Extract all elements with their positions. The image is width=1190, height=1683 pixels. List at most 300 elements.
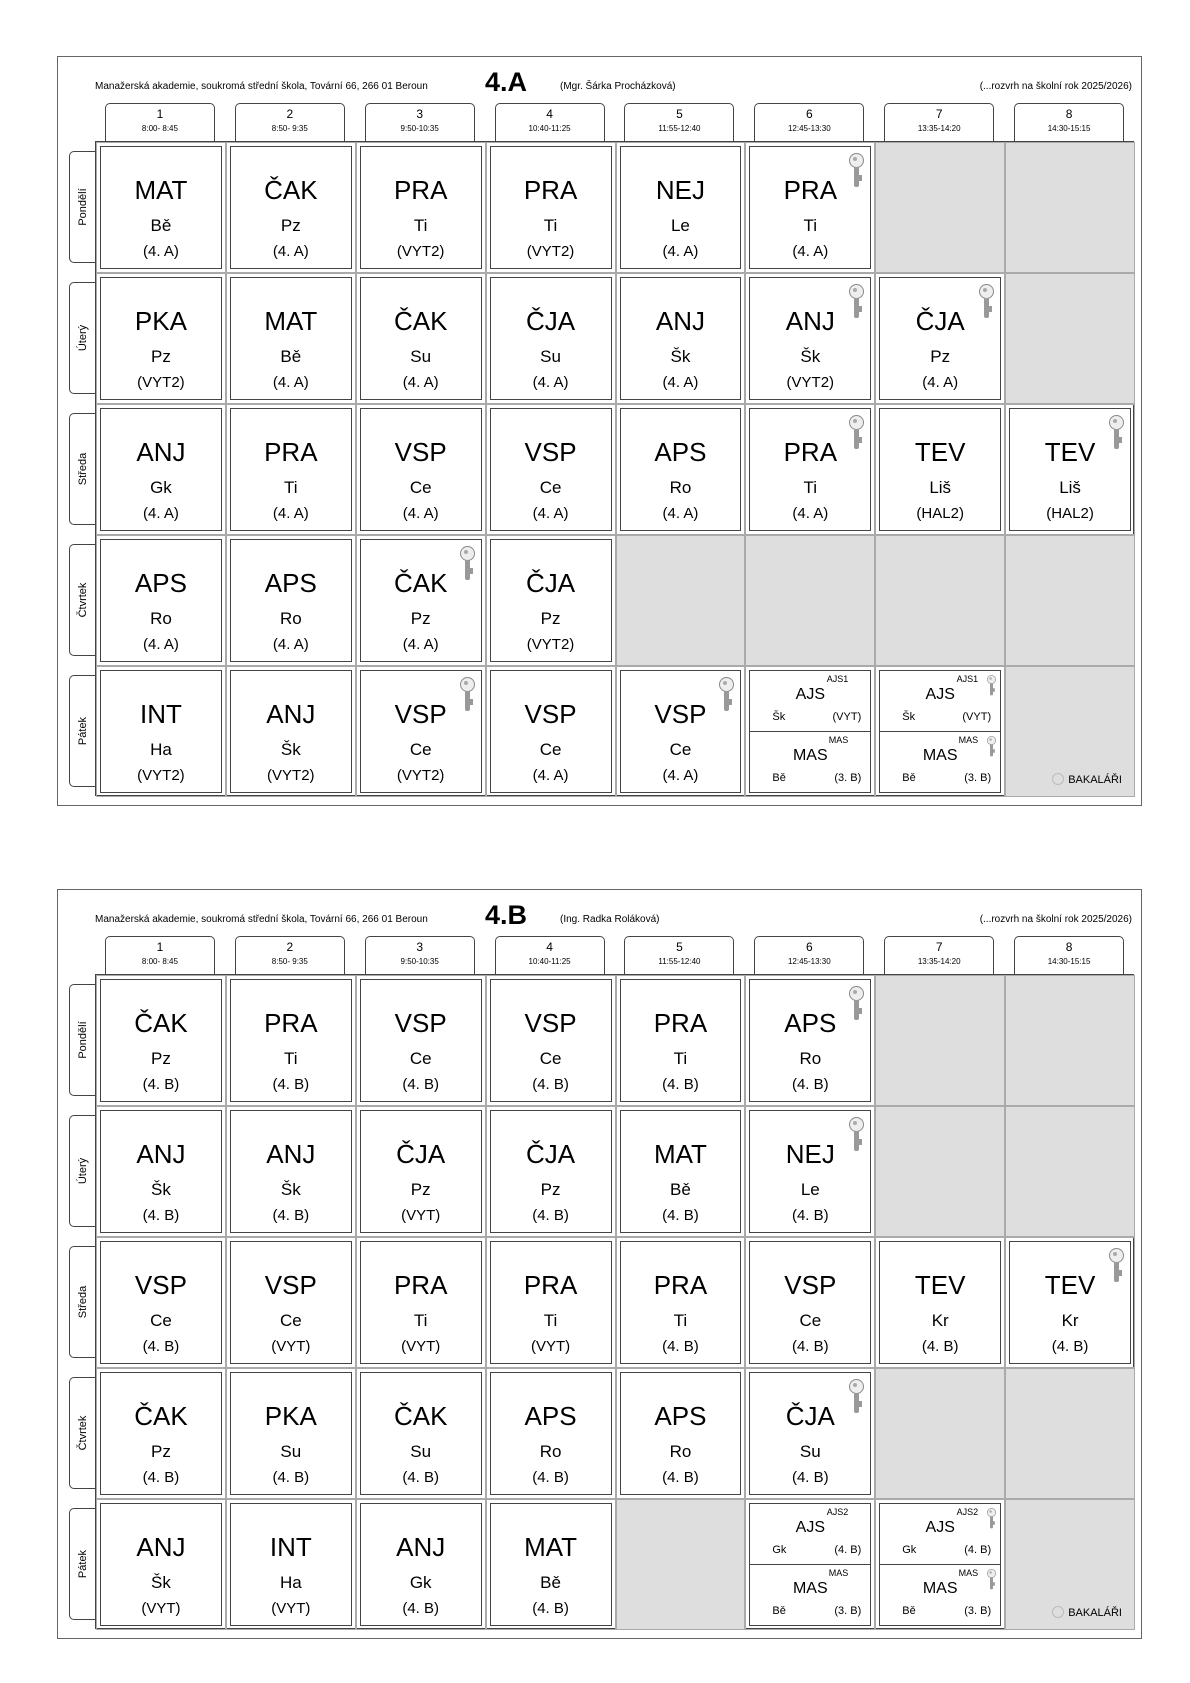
lesson-card[interactable]	[100, 408, 222, 531]
lesson-cell[interactable]	[96, 404, 226, 535]
room-code: (4. A)	[402, 374, 439, 391]
lesson-cell[interactable]	[226, 975, 356, 1106]
day-label: Čtvrtek	[76, 1415, 89, 1451]
teacher-code: Pz	[151, 347, 171, 366]
period-number: 6	[805, 107, 813, 121]
subject-code: PRA	[393, 1270, 448, 1300]
subject-code: VSP	[134, 1270, 187, 1300]
teacher-code: Šk	[902, 711, 916, 723]
class-teacher: (Ing. Radka Roláková)	[560, 914, 660, 925]
empty-slot	[616, 1499, 746, 1630]
room-code: (4. B)	[142, 1469, 180, 1486]
teacher-code: Su	[540, 347, 561, 366]
lesson-cell[interactable]	[616, 1237, 746, 1368]
room-code: (4. A)	[272, 636, 309, 653]
split-lesson-cell[interactable]	[745, 666, 875, 797]
group-name: AJS2	[956, 1507, 979, 1517]
lesson-cell[interactable]	[356, 273, 486, 404]
lesson-cell[interactable]	[486, 535, 616, 666]
lesson-card[interactable]	[620, 670, 742, 793]
lesson-card[interactable]	[100, 1372, 222, 1495]
period-header-4	[495, 936, 605, 974]
day-tab-5	[69, 675, 95, 787]
lesson-card[interactable]	[490, 539, 612, 662]
key-blade	[854, 1000, 859, 1020]
subject-code: TEV	[914, 1270, 966, 1300]
split-lesson-cell[interactable]	[875, 666, 1005, 797]
period-time: 8:50- 9:35	[271, 124, 308, 133]
school-name: Manažerská akademie, soukromá střední škola, Tovární 66, 266 01 Beroun	[95, 914, 428, 925]
day-tab-5	[69, 1508, 95, 1620]
key-blade	[854, 1393, 859, 1413]
key-bow	[460, 677, 475, 692]
lesson-cell[interactable]	[616, 975, 746, 1106]
lesson-cell[interactable]	[356, 142, 486, 273]
key-icon	[987, 736, 996, 758]
room-code: (4. B)	[662, 1207, 699, 1224]
lesson-card[interactable]	[749, 146, 871, 269]
room-code: (4. B)	[791, 1076, 829, 1093]
teacher-code: Ro	[279, 609, 302, 628]
lesson-card[interactable]	[230, 1372, 352, 1495]
subject-code: PKA	[264, 1401, 317, 1431]
lesson-cell[interactable]	[356, 666, 486, 797]
group-lesson[interactable]	[880, 1565, 1000, 1626]
lesson-card[interactable]	[360, 1110, 482, 1233]
room-code: (4. A)	[143, 243, 179, 260]
teacher-code: Ro	[150, 609, 172, 628]
key-blade	[990, 1577, 993, 1589]
group-lesson[interactable]	[750, 1565, 870, 1626]
teacher-code: Ti	[803, 216, 818, 235]
key-icon	[987, 675, 996, 697]
room-code: (3. B)	[964, 771, 992, 784]
teacher-code: Ce	[409, 740, 432, 759]
lesson-cell[interactable]	[226, 535, 356, 666]
lesson-cell[interactable]	[875, 404, 1005, 535]
lesson-card[interactable]	[620, 277, 742, 400]
lesson-cell[interactable]	[616, 1106, 746, 1237]
lesson-card[interactable]	[490, 408, 612, 531]
subject-code: ČJA	[526, 1139, 576, 1169]
day-label: Pondělí	[76, 1021, 89, 1059]
key-icon	[987, 1508, 996, 1530]
class-teacher: (Mgr. Šárka Procházková)	[560, 81, 676, 92]
key-icon	[460, 546, 475, 582]
teacher-code: Pz	[151, 1049, 171, 1068]
teacher-code: Bě	[902, 1604, 916, 1617]
teacher-code: Bě	[902, 771, 916, 784]
lesson-card[interactable]	[490, 1372, 612, 1495]
lesson-cell[interactable]	[875, 1237, 1005, 1368]
lesson-card[interactable]	[100, 539, 222, 662]
subject-code: ANJ	[136, 1532, 186, 1562]
lesson-cell[interactable]	[745, 273, 875, 404]
school-name: Manažerská akademie, soukromá střední škola, Tovární 66, 266 01 Beroun	[95, 81, 428, 92]
teacher-code: Pz	[540, 1180, 561, 1199]
subject-code: AJS	[925, 1519, 955, 1536]
subject-code: TEV	[914, 437, 966, 467]
period-header-3	[365, 103, 475, 141]
teacher-code: Ce	[150, 1311, 172, 1330]
room-code: (4. A)	[272, 243, 309, 260]
lesson-card[interactable]	[360, 670, 482, 793]
lesson-card[interactable]	[749, 670, 871, 793]
lesson-cell[interactable]	[745, 975, 875, 1106]
lesson-cell[interactable]	[96, 666, 226, 797]
lesson-cell[interactable]	[616, 273, 746, 404]
room-code: (VYT)	[401, 1207, 441, 1224]
lesson-card[interactable]	[1009, 408, 1131, 531]
period-header-7	[884, 936, 994, 974]
teacher-code: Ce	[669, 740, 692, 759]
period-time: 9:50-10:35	[400, 957, 439, 966]
subject-code: ANJ	[266, 699, 316, 729]
lesson-cell[interactable]	[616, 666, 746, 797]
key-bow	[460, 546, 475, 561]
room-code: (4. B)	[532, 1076, 569, 1093]
room-code: (VYT2)	[396, 767, 445, 784]
group-name: MAS	[828, 1567, 849, 1578]
lesson-cell[interactable]	[486, 1237, 616, 1368]
subject-code: NEJ	[785, 1139, 835, 1169]
lesson-card[interactable]	[230, 539, 352, 662]
group-lesson[interactable]	[750, 732, 870, 793]
period-number: 1	[156, 940, 164, 954]
lesson-card[interactable]	[360, 277, 482, 400]
room-code: (4. A)	[532, 374, 569, 391]
lesson-card[interactable]	[100, 1503, 222, 1626]
subject-code: VSP	[394, 437, 447, 467]
teacher-code: Bě	[540, 1573, 561, 1592]
split-lesson-cell[interactable]	[745, 1499, 875, 1630]
subject-code: PRA	[523, 1270, 578, 1300]
lesson-cell[interactable]	[96, 535, 226, 666]
lesson-cell[interactable]	[96, 1106, 226, 1237]
lesson-card[interactable]	[360, 1241, 482, 1364]
key-bow	[849, 986, 864, 1001]
lesson-cell[interactable]	[1005, 404, 1135, 535]
group-name: MAS	[958, 1567, 979, 1578]
lesson-card[interactable]	[620, 1241, 742, 1364]
split-lesson-cell[interactable]	[875, 1499, 1005, 1630]
teacher-code: Su	[280, 1442, 302, 1461]
lesson-cell[interactable]	[486, 404, 616, 535]
key-bow	[987, 1569, 996, 1578]
lesson-card[interactable]	[490, 1241, 612, 1364]
teacher-code: Gk	[772, 1544, 787, 1556]
period-number: 2	[286, 940, 294, 954]
day-label: Pondělí	[76, 188, 89, 226]
lesson-cell[interactable]	[226, 1368, 356, 1499]
key-blade	[854, 298, 859, 318]
lesson-card[interactable]	[230, 1110, 352, 1233]
lesson-card[interactable]	[490, 1110, 612, 1233]
room-code: (VYT2)	[137, 374, 185, 391]
room-code: (4. B)	[662, 1338, 699, 1355]
key-blade	[990, 744, 993, 756]
teacher-code: Bě	[670, 1180, 691, 1199]
lesson-card[interactable]	[879, 670, 1001, 793]
lesson-cell[interactable]	[226, 1237, 356, 1368]
lesson-card[interactable]	[230, 979, 352, 1102]
lesson-card[interactable]	[230, 408, 352, 531]
subject-code: PRA	[264, 437, 318, 467]
subject-code: AJS	[925, 686, 955, 703]
room-code: (4. A)	[792, 243, 829, 260]
room-code: (4. B)	[791, 1469, 829, 1486]
group-lesson[interactable]	[750, 671, 870, 732]
lesson-card[interactable]	[360, 1503, 482, 1626]
lesson-cell[interactable]	[486, 273, 616, 404]
key-blade	[990, 1516, 993, 1528]
period-number: 7	[935, 940, 943, 954]
room-code: (4. A)	[402, 505, 439, 522]
subject-code: ČJA	[396, 1139, 446, 1169]
lesson-cell[interactable]	[96, 273, 226, 404]
lesson-cell[interactable]	[745, 1237, 875, 1368]
subject-code: APS	[654, 1401, 707, 1431]
key-icon	[849, 1117, 864, 1153]
lesson-card[interactable]	[100, 146, 222, 269]
room-code: (VYT2)	[267, 767, 315, 784]
subject-code: VSP	[524, 437, 577, 467]
lesson-card[interactable]	[879, 408, 1001, 531]
lesson-card[interactable]	[620, 979, 742, 1102]
period-header-1	[105, 103, 215, 141]
room-code: (4. A)	[662, 374, 699, 391]
room-code: (4. A)	[662, 767, 699, 784]
lesson-card[interactable]	[879, 1241, 1001, 1364]
subject-code: PRA	[653, 1270, 708, 1300]
teacher-code: Ti	[284, 1049, 298, 1068]
group-name: MAS	[828, 734, 849, 745]
teacher-code: Le	[800, 1180, 820, 1199]
lesson-card[interactable]	[100, 670, 222, 793]
room-code: (4. B)	[662, 1469, 699, 1486]
lesson-card[interactable]	[620, 146, 742, 269]
subject-code: TEV	[1044, 1270, 1096, 1300]
subject-code: ČAK	[134, 1008, 188, 1038]
school-year: (...rozvrh na školní rok 2025/2026)	[979, 914, 1132, 925]
lesson-cell[interactable]	[356, 1106, 486, 1237]
subject-code: ČJA	[915, 306, 965, 336]
period-number: 4	[546, 940, 553, 954]
lesson-card[interactable]	[490, 979, 612, 1102]
empty-slot	[875, 142, 1005, 273]
period-header-5	[624, 936, 734, 974]
lesson-card[interactable]	[879, 277, 1001, 400]
brand-logo	[1052, 773, 1122, 786]
lesson-cell[interactable]	[745, 404, 875, 535]
empty-slot	[1005, 142, 1135, 273]
lesson-cell[interactable]	[96, 1368, 226, 1499]
teacher-code: Šk	[772, 711, 786, 723]
subject-code: ANJ	[785, 306, 835, 336]
lesson-card[interactable]	[230, 146, 352, 269]
subject-code: PRA	[783, 175, 838, 205]
lesson-card[interactable]	[100, 1110, 222, 1233]
lesson-cell[interactable]	[745, 1106, 875, 1237]
key-blade	[724, 691, 729, 711]
lesson-card[interactable]	[490, 1503, 612, 1626]
brand-name: BAKALÁŘI	[1068, 1607, 1122, 1619]
period-time: 8:00- 8:45	[141, 957, 178, 966]
timetable-grid	[95, 141, 1134, 796]
lesson-card[interactable]	[100, 979, 222, 1102]
lesson-cell[interactable]	[875, 273, 1005, 404]
lesson-cell[interactable]	[486, 1499, 616, 1630]
lesson-cell[interactable]	[356, 535, 486, 666]
lesson-cell[interactable]	[356, 1368, 486, 1499]
room-code: (4. A)	[792, 505, 829, 522]
lesson-card[interactable]	[360, 979, 482, 1102]
lesson-cell[interactable]	[96, 1499, 226, 1630]
period-header-1	[105, 936, 215, 974]
key-icon	[1109, 1248, 1124, 1284]
lesson-card[interactable]	[490, 670, 612, 793]
lesson-card[interactable]	[360, 146, 482, 269]
lesson-cell[interactable]	[486, 142, 616, 273]
day-tab-4	[69, 1377, 95, 1489]
lesson-cell[interactable]	[226, 1499, 356, 1630]
period-number: 5	[676, 940, 683, 954]
lesson-card[interactable]	[230, 1503, 352, 1626]
subject-code: PKA	[134, 306, 187, 336]
key-icon	[849, 1379, 864, 1415]
subject-code: MAS	[792, 1579, 828, 1597]
key-bow	[1109, 1248, 1124, 1263]
lesson-card[interactable]	[490, 277, 612, 400]
lesson-cell[interactable]	[745, 142, 875, 273]
group-name: AJS1	[826, 674, 849, 684]
lesson-card[interactable]	[879, 1503, 1001, 1626]
room-code: (4. B)	[532, 1469, 569, 1486]
room-code: (VYT)	[271, 1600, 311, 1617]
teacher-code: Šk	[151, 1573, 171, 1592]
lesson-card[interactable]	[749, 979, 871, 1102]
lesson-card[interactable]	[749, 277, 871, 400]
key-bow	[849, 1379, 864, 1394]
teacher-code: Su	[799, 1442, 821, 1461]
lesson-cell[interactable]	[356, 1499, 486, 1630]
lesson-cell[interactable]	[486, 975, 616, 1106]
lesson-card[interactable]	[360, 408, 482, 531]
lesson-cell[interactable]	[486, 1368, 616, 1499]
period-time: 13:35-14:20	[917, 124, 961, 133]
period-time: 14:30-15:15	[1047, 124, 1091, 133]
teacher-code: Pz	[151, 1442, 171, 1461]
subject-code: PRA	[783, 437, 838, 467]
key-bow	[719, 677, 734, 692]
lesson-cell[interactable]	[356, 975, 486, 1106]
room-code: (4. B)	[1051, 1338, 1089, 1355]
lesson-card[interactable]	[490, 146, 612, 269]
subject-code: ČAK	[393, 568, 448, 598]
lesson-cell[interactable]	[96, 142, 226, 273]
lesson-cell[interactable]	[1005, 1237, 1135, 1368]
lesson-card[interactable]	[749, 1503, 871, 1626]
lesson-card[interactable]	[360, 1372, 482, 1495]
lesson-cell[interactable]	[616, 404, 746, 535]
lesson-card[interactable]	[230, 670, 352, 793]
lesson-card[interactable]	[230, 277, 352, 400]
subject-code: APS	[524, 1401, 577, 1431]
lesson-card[interactable]	[620, 408, 742, 531]
lesson-card[interactable]	[100, 1241, 222, 1364]
teacher-code: Su	[410, 1442, 432, 1461]
lesson-card[interactable]	[360, 539, 482, 662]
key-icon	[460, 677, 475, 713]
lesson-cell[interactable]	[226, 1106, 356, 1237]
lesson-cell[interactable]	[226, 142, 356, 273]
lesson-cell[interactable]	[486, 666, 616, 797]
lesson-cell[interactable]	[96, 1237, 226, 1368]
lesson-cell[interactable]	[356, 1237, 486, 1368]
lesson-card[interactable]	[230, 1241, 352, 1364]
lesson-cell[interactable]	[486, 1106, 616, 1237]
lesson-card[interactable]	[749, 1372, 871, 1495]
room-code: (4. B)	[791, 1207, 829, 1224]
room-code: (4. A)	[272, 374, 309, 391]
day-tab-2	[69, 282, 95, 394]
period-header-2	[235, 936, 345, 974]
group-lesson[interactable]	[750, 1504, 870, 1565]
lesson-card[interactable]	[749, 1110, 871, 1233]
key-bow	[849, 1117, 864, 1132]
room-code: (VYT2)	[526, 243, 575, 260]
lesson-cell[interactable]	[226, 666, 356, 797]
teacher-code: Šk	[151, 1180, 171, 1199]
lesson-card[interactable]	[100, 277, 222, 400]
lesson-cell[interactable]	[616, 142, 746, 273]
period-time: 11:55-12:40	[658, 124, 701, 133]
period-time: 9:50-10:35	[400, 124, 439, 133]
group-name: MAS	[958, 734, 979, 745]
lesson-cell[interactable]	[226, 404, 356, 535]
lesson-card[interactable]	[620, 1372, 742, 1495]
lesson-cell[interactable]	[356, 404, 486, 535]
key-bow	[849, 284, 864, 299]
period-header-8	[1014, 936, 1124, 974]
teacher-code: Ce	[279, 1311, 302, 1330]
teacher-code: Ce	[799, 1311, 822, 1330]
lesson-card[interactable]	[620, 1110, 742, 1233]
subject-code: MAT	[524, 1532, 578, 1562]
key-blade	[984, 298, 989, 318]
lesson-card[interactable]	[1009, 1241, 1131, 1364]
room-code: (4. B)	[142, 1338, 180, 1355]
teacher-code: Kr	[931, 1311, 949, 1330]
period-header-5	[624, 103, 734, 141]
group-lesson[interactable]	[880, 1504, 1000, 1565]
group-lesson[interactable]	[880, 732, 1000, 793]
key-icon	[987, 1569, 996, 1591]
key-blade	[1114, 1262, 1119, 1282]
key-icon	[849, 986, 864, 1022]
lesson-card[interactable]	[749, 1241, 871, 1364]
subject-code: APS	[654, 437, 707, 467]
lesson-cell[interactable]	[96, 975, 226, 1106]
day-tab-3	[69, 1246, 95, 1358]
lesson-cell[interactable]	[745, 1368, 875, 1499]
day-tab-4	[69, 544, 95, 656]
lesson-cell[interactable]	[616, 1368, 746, 1499]
lesson-cell[interactable]	[226, 273, 356, 404]
key-blade	[465, 560, 470, 580]
lesson-card[interactable]	[749, 408, 871, 531]
group-lesson[interactable]	[880, 671, 1000, 732]
